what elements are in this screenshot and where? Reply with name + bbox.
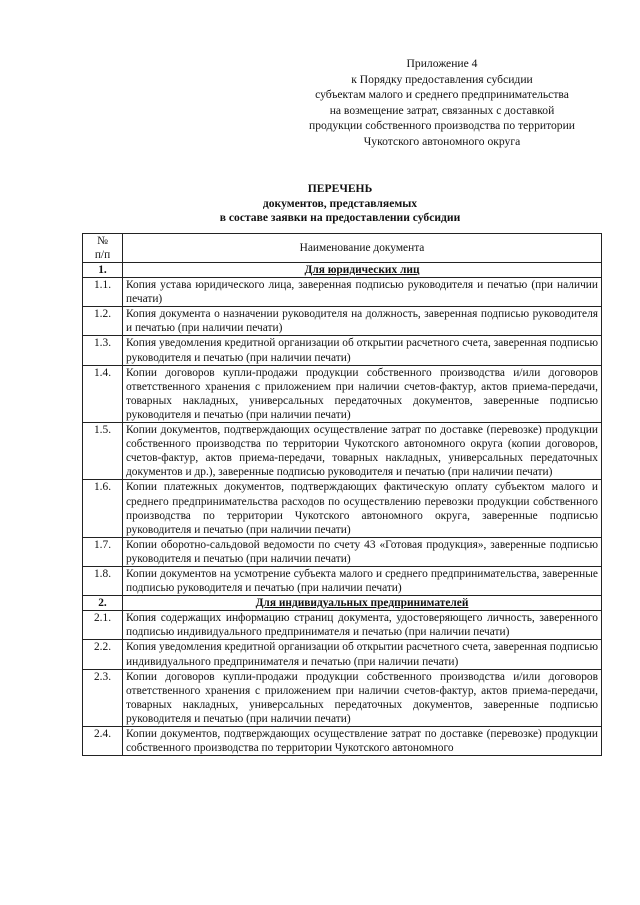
- table-header-row: [83, 234, 602, 263]
- row-text: Копии договоров купли-продажи продукции собственного производства и/или договоров ответственного хранения с приложением при наличии счетов-фактур, актов приема-передачи, товарных накладных, универсальных передаточных документов, заверенные подписью руководителя и печатью (при наличии печати): [123, 669, 602, 726]
- row-number: 1.3.: [83, 336, 123, 365]
- row-number: 1.2.: [83, 307, 123, 336]
- row-number: 1.: [83, 263, 123, 278]
- title-line: в составе заявки на предоставлении субсидии: [219, 211, 461, 224]
- annex-line: на возмещение затрат, связанных с доставкой: [329, 103, 555, 117]
- section-title-cell: [123, 263, 602, 278]
- table-row: [83, 365, 602, 422]
- annex-line: Приложение 4: [406, 57, 478, 70]
- header-number-abbr: п/п: [94, 249, 111, 261]
- table-row: [83, 537, 602, 566]
- row-number: 1.6.: [83, 480, 123, 537]
- row-text: Копия документа о назначении руководителя на должность, заверенная подписью руководителя и печатью (при наличии печати): [123, 307, 602, 336]
- row-text: Копии оборотно-сальдовой ведомости по счету 43 «Готовая продукция», заверенные подписью руководителя и печатью (при наличии печати): [123, 537, 602, 566]
- row-number: 1.7.: [83, 537, 123, 566]
- section-row-legal-entities: [83, 263, 602, 278]
- table-row: [83, 336, 602, 365]
- header-number-symbol: №: [97, 235, 108, 247]
- section-title-cell: [123, 596, 602, 611]
- row-number: 1.5.: [83, 423, 123, 480]
- annex-line: продукции собственного производства по территории: [308, 119, 576, 132]
- documents-table: [82, 233, 602, 756]
- row-text: Копия уведомления кредитной организации об открытии расчетного счета, заверенная подписью индивидуального предпринимателя и печатью (при наличии печати): [123, 640, 602, 669]
- section-row-entrepreneurs: [83, 596, 602, 611]
- table-row: [83, 423, 602, 480]
- row-number: 2.2.: [83, 640, 123, 669]
- title-line: ПЕРЕЧЕНЬ: [307, 182, 373, 195]
- row-number: 2.: [83, 596, 123, 611]
- table-row: [83, 278, 602, 307]
- row-text: Копия уведомления кредитной организации об открытии расчетного счета, заверенная подписью руководителя и печатью (при наличии печати): [123, 336, 602, 365]
- row-text: Копии документов на усмотрение субъекта малого и среднего предпринимательства, заверенные подписью руководителя и печатью (при наличии печати): [123, 566, 602, 595]
- table-row: [83, 307, 602, 336]
- annex-line: Чукотского автономного округа: [363, 134, 521, 148]
- table-row: [83, 480, 602, 537]
- row-number: 1.4.: [83, 365, 123, 422]
- section-title: Для юридических лиц: [304, 264, 420, 276]
- row-number: 2.1.: [83, 611, 123, 640]
- annex-line: субъектам малого и среднего предпринимательства: [315, 88, 569, 101]
- table-row: [83, 640, 602, 669]
- row-number: 1.8.: [83, 566, 123, 595]
- table-row: [83, 611, 602, 640]
- row-text: Копия содержащих информацию страниц документа, удостоверяющего личность, заверенного подписью индивидуального предпринимателя и печатью (при наличии печати): [123, 611, 602, 640]
- header-name-cell: Наименование документа: [123, 234, 602, 263]
- section-title: Для индивидуальных предпринимателей: [255, 597, 469, 610]
- annex-header: [286, 56, 598, 149]
- row-number: 2.4.: [83, 727, 123, 756]
- table-row: [83, 566, 602, 595]
- document-title: [120, 182, 560, 226]
- row-text: Копии документов, подтверждающих осуществление затрат по доставке (перевозке) продукции собственного производства по территории Чукотского автономного округа (копии договоров, счетов-фактур, актов приема-передачи, товарных накладных, универсальных передаточных документов и др.), заверенные подписью руководителя и печатью (при наличии печати): [123, 423, 602, 480]
- header-number-cell: [83, 234, 123, 263]
- title-line: документов, представляемых: [262, 196, 418, 210]
- row-text: Копии документов, подтверждающих осуществление затрат по доставке (перевозке) продукции собственного производства по территории Чукотского автономного: [123, 727, 602, 756]
- row-text: Копии платежных документов, подтверждающих фактическую оплату субъектом малого и среднего предпринимательства расходов по осуществлению перевозки продукции собственного производства по территории Чукотского автономного округа, заверенные подписью руководителя и печатью (при наличии печати): [123, 480, 602, 537]
- table-row: [83, 669, 602, 726]
- row-number: 2.3.: [83, 669, 123, 726]
- row-text: Копия устава юридического лица, заверенная подписью руководителя и печатью (при наличии печати): [123, 278, 602, 307]
- row-text: Копии договоров купли-продажи продукции собственного производства и/или договоров ответственного хранения с приложением при наличии счетов-фактур, актов приема-передачи, товарных накладных, универсальных передаточных документов, заверенные подписью руководителя и печатью (при наличии печати): [123, 365, 602, 422]
- annex-line: к Порядку предоставления субсидии: [351, 72, 533, 86]
- table-row: [83, 727, 602, 756]
- row-number: 1.1.: [83, 278, 123, 307]
